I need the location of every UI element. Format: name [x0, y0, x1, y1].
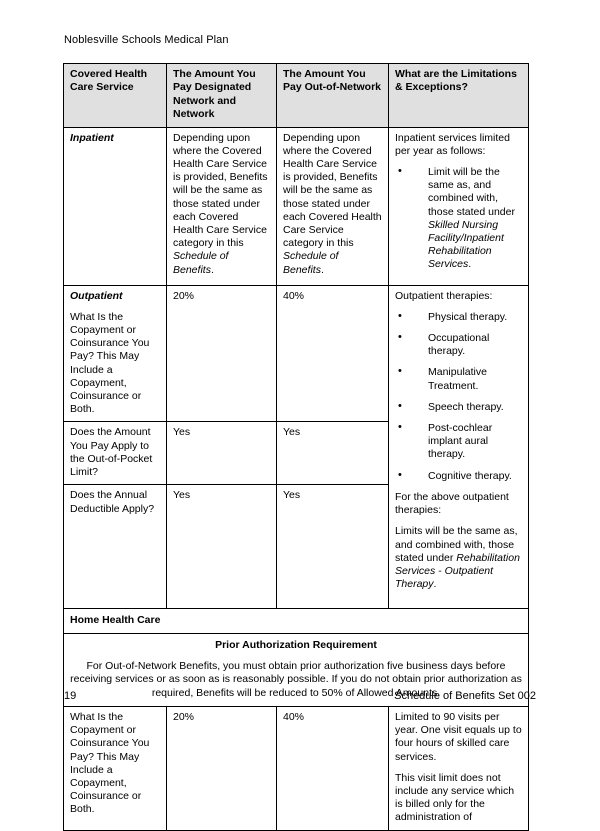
outpatient-limitations-note: Limits will be the same as, and combined with, those stated under Rehabilitation Services - Outpatient Therapy. — [395, 525, 520, 591]
cell-deductible-question: Does the Annual Deductible Apply? — [64, 485, 167, 609]
table-row-home-health-care-copay — [64, 706, 529, 830]
table-row-inpatient — [64, 127, 529, 285]
cell-inpatient-out-of-network — [277, 127, 389, 285]
cell-hhc-network-amount: 20% — [167, 706, 277, 830]
prior-authorization-heading: Prior Authorization Requirement — [215, 638, 377, 651]
cell-hhc-out-amount: 40% — [277, 706, 389, 830]
inpatient-limitations-intro: Inpatient services limited per year as follows: — [395, 131, 510, 157]
list-item: • Manipulative Treatment. — [395, 366, 522, 392]
cell-oop-question: Does the Amount You Pay Apply to the Out-of-Pocket Limit? — [64, 422, 167, 485]
inpatient-out-text: Depending upon where the Covered Health Care Service is provided, Benefits will be the same as those stated under each Covered Health Care Service category in this Schedule of Benefits. — [283, 131, 382, 276]
list-item: • Speech therapy. — [395, 401, 522, 414]
schedule-of-benefits-table — [63, 63, 529, 831]
cell-oop-out-value: Yes — [277, 422, 389, 485]
outpatient-limitations-intro: Outpatient therapies: — [395, 289, 493, 302]
outpatient-limitations-note-intro: For the above outpatient therapies: — [395, 490, 509, 517]
inpatient-network-text: Depending upon where the Covered Health Care Service is provided, Benefits will be the same as those stated under each Covered Health Care Service category in this Schedule of Benefits. — [173, 131, 268, 276]
cell-outpatient-network-amount: 20% — [167, 285, 277, 422]
outpatient-label: Outpatient — [70, 289, 123, 302]
table-row-home-health-care-header — [64, 609, 529, 633]
cell-outpatient-out-amount: 40% — [277, 285, 389, 422]
section-label-home-health-care: Home Health Care — [64, 609, 529, 633]
footer-document-label: Schedule of Benefits Set 002 — [394, 690, 536, 702]
column-header-covered-service: Covered Health Care Service — [64, 64, 167, 128]
hhc-limitations-para-1: Limited to 90 visits per year. One visit equals up to four hours of skilled care services. — [395, 710, 522, 763]
cell-inpatient-service — [64, 127, 167, 285]
hhc-limitations-para-2: This visit limit does not include any service which is billed only for the administration of — [395, 771, 515, 824]
cell-inpatient-limitations — [389, 127, 529, 285]
cell-inpatient-network — [167, 127, 277, 285]
list-item: • Occupational therapy. — [395, 332, 522, 358]
inpatient-limitations-list — [395, 166, 522, 272]
prior-authorization-body: For Out-of-Network Benefits, you must obtain prior authorization five business days before receiving services or as soon as is reasonably possible. If you do not obtain prior authorization as required, Benefits will be reduced to 50% of Allowed Amounts. — [70, 659, 522, 699]
outpatient-question: What Is the Copayment or Coinsurance You Pay? This May Include a Copayment, Coinsurance or Both. — [70, 310, 150, 416]
outpatient-therapies-list — [395, 311, 522, 483]
column-header-network-amount: The Amount You Pay Designated Network and Network — [167, 64, 277, 128]
footer-page-number: 19 — [64, 690, 77, 702]
table-header-row — [64, 64, 529, 128]
cell-outpatient-limitations — [389, 285, 529, 609]
cell-deductible-out-value: Yes — [277, 485, 389, 609]
table-row-outpatient-copay — [64, 285, 529, 422]
document-header-title: Noblesville Schools Medical Plan — [64, 34, 229, 46]
cell-deductible-network-value: Yes — [167, 485, 277, 609]
list-item: • Post-cochlear implant aural therapy. — [395, 422, 522, 462]
cell-oop-network-value: Yes — [167, 422, 277, 485]
list-item: • Physical therapy. — [395, 311, 522, 324]
cell-hhc-question: What Is the Copayment or Coinsurance You Pay? This May Include a Copayment, Coinsurance or Both. — [64, 706, 167, 830]
list-item: • Cognitive therapy. — [395, 470, 522, 483]
cell-outpatient-service — [64, 285, 167, 422]
list-item: • Limit will be the same as, and combined with, those stated under Skilled Nursing Facility/Inpatient Rehabilitation Services. — [395, 166, 522, 272]
inpatient-label: Inpatient — [70, 131, 114, 144]
column-header-out-of-network-amount: The Amount You Pay Out-of-Network — [277, 64, 389, 128]
cell-hhc-limitations — [389, 706, 529, 830]
column-header-limitations: What are the Limitations & Exceptions? — [389, 64, 529, 128]
